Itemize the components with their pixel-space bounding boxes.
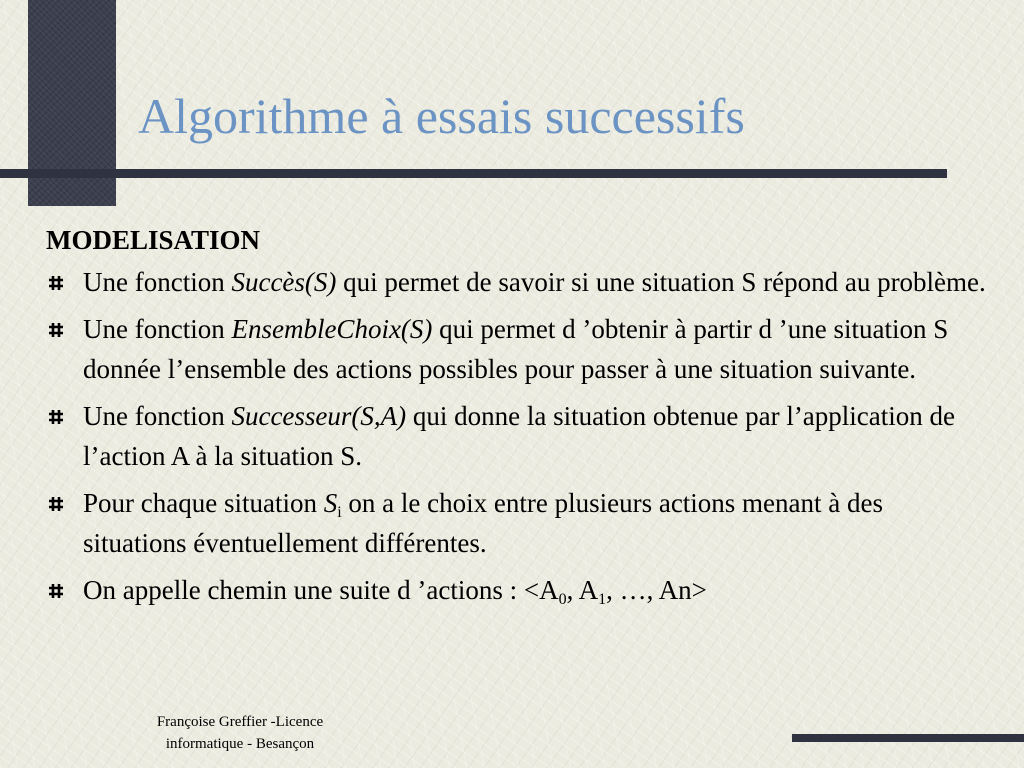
hash-bullet-icon (48, 322, 64, 338)
footer-institution: informatique - Besançon (165, 736, 315, 752)
footer-divider-rule (792, 734, 1024, 742)
hash-bullet-icon (48, 275, 64, 291)
bullet-text: , …, An> (606, 575, 707, 605)
title-divider-rule (0, 169, 947, 178)
bullet-item (46, 262, 986, 302)
slide-body (46, 222, 986, 617)
situation-symbol: S (323, 488, 338, 518)
function-name: EnsembleChoix(S) (231, 314, 433, 344)
hash-bullet-icon (48, 409, 64, 425)
bullet-text: On appelle chemin une suite d ’actions : <A (83, 575, 559, 605)
hash-bullet-icon (48, 583, 64, 599)
function-name: Succès(S) (231, 267, 337, 297)
bullet-text: Une fonction (83, 314, 232, 344)
section-heading: MODELISATION (46, 225, 261, 255)
subscript: 0 (558, 591, 567, 608)
subscript: i (337, 504, 342, 521)
bullet-text: Une fonction (83, 267, 232, 297)
subscript: 1 (598, 591, 607, 608)
function-name: Successeur(S,A) (231, 401, 407, 431)
slide-footer (110, 711, 370, 755)
bullet-text: qui donne la situation obtenue par l’application de l’action A à la situation S. (83, 401, 956, 471)
bullet-item (46, 396, 986, 476)
bullet-text: on a le choix entre plusieurs actions menant à des situations éventuellement différentes. (83, 488, 884, 558)
hash-bullet-icon (48, 496, 64, 512)
bullet-text: Une fonction (83, 401, 232, 431)
bullet-text: qui permet d ’obtenir à partir d ’une situation S donnée l’ensemble des actions possibles pour passer à une situation suivante. (83, 314, 949, 384)
bullet-item (46, 570, 986, 610)
bullet-item (46, 483, 986, 563)
bullet-text: Pour chaque situation (83, 488, 324, 518)
bullet-text: , A (566, 575, 599, 605)
slide-title: Algorithme à essais successifs (138, 88, 745, 144)
bullet-item (46, 309, 986, 389)
footer-author: Françoise Greffier -Licence (156, 714, 324, 730)
bullet-text: qui permet de savoir si une situation S répond au problème. (336, 267, 986, 297)
